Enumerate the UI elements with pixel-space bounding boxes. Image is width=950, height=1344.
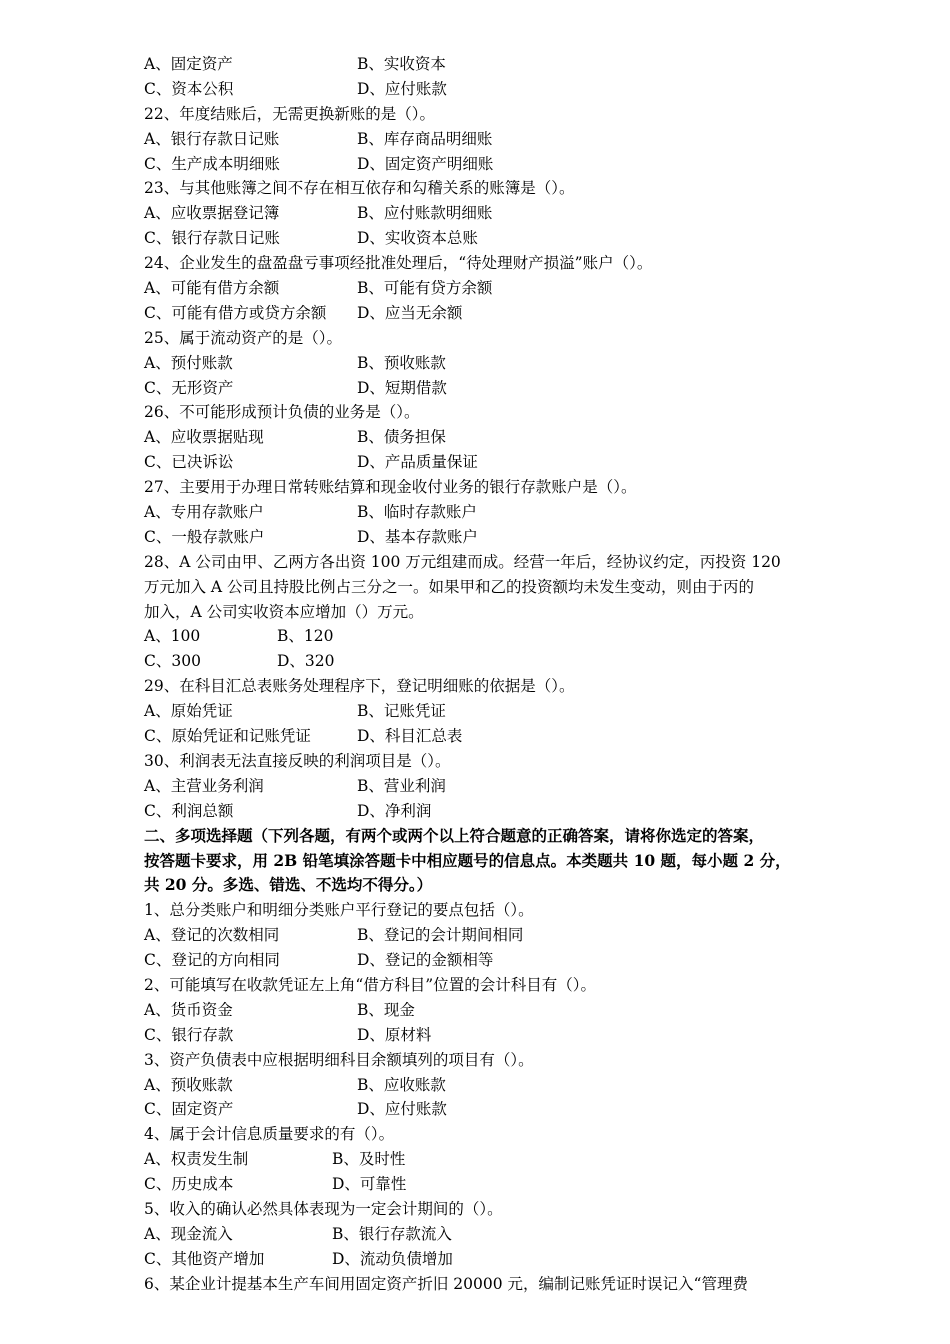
option-text: C、生产成本明细账 [144,154,280,173]
option-text: B、预收账款 [357,353,446,372]
question-line [144,176,824,201]
options-row [144,724,824,749]
question-line [144,1122,824,1147]
option-text: C、原始凭证和记账凭证 [144,727,311,746]
option-text: D、净利润 [357,801,432,820]
option-text: B、应收账款 [357,1075,446,1094]
option-text: D、产品质量保证 [357,453,478,472]
options-row [144,276,824,301]
options-row [144,948,824,973]
option-text: D、流动负债增加 [332,1249,453,1268]
option-text: B、债务担保 [357,428,446,447]
question-text: 1、总分类账户和明细分类账户平行登记的要点包括（）。 [144,901,534,920]
option-text: D、320 [277,652,335,671]
section-heading-line [144,824,824,849]
question-line [144,251,824,276]
options-row [144,376,824,401]
section-heading-line [144,873,824,898]
option-text: D、可靠性 [332,1175,407,1194]
question-line [144,1272,824,1297]
question-text: 加入，A 公司实收资本应增加（）万元。 [144,602,424,621]
option-text: C、无形资产 [144,378,234,397]
option-text: A、主营业务利润 [144,776,264,795]
option-text: B、应付账款明细账 [357,204,493,223]
options-row [144,525,824,550]
question-line [144,475,824,500]
options-row [144,201,824,226]
question-line [144,749,824,774]
question-text: 万元加入 A 公司且持股比例占三分之一。如果甲和乙的投资额均未发生变动，则由于丙的 [144,577,755,596]
section-heading-text: 共 20 分。多选、错选、不选均不得分。） [144,875,433,895]
option-text: D、科目汇总表 [357,727,463,746]
question-line [144,1048,824,1073]
question-line [144,898,824,923]
option-text: A、货币资金 [144,1000,233,1019]
option-text: D、应付账款 [357,79,447,98]
option-text: B、实收资本 [357,55,446,73]
question-text: 24、企业发生的盘盈盘亏事项经批准处理后，“待处理财产损溢”账户（）。 [144,254,653,273]
option-text: B、营业利润 [357,776,446,795]
option-text: C、资本公积 [144,79,234,98]
question-text: 25、属于流动资产的是（）。 [144,328,342,347]
option-text: A、预付账款 [144,353,233,372]
options-row [144,1073,824,1098]
option-text: A、专用存款账户 [144,503,264,522]
options-row [144,52,824,77]
question-line [144,600,824,625]
question-line [144,400,824,425]
option-text: A、预收账款 [144,1075,233,1094]
question-line [144,102,824,127]
options-row [144,351,824,376]
options-row [144,1222,824,1247]
options-row [144,1023,824,1048]
options-row [144,1172,824,1197]
option-text: B、现金 [357,1000,415,1019]
option-text: A、现金流入 [144,1224,233,1243]
question-text: 5、收入的确认必然具体表现为一定会计期间的（）。 [144,1199,503,1218]
option-text: A、固定资产 [144,55,233,73]
question-text: 26、不可能形成预计负债的业务是（）。 [144,403,420,422]
question-text: 6、某企业计提基本生产车间用固定资产折旧 20000 元，编制记账凭证时误记入“管理费 [144,1274,748,1293]
option-text: D、原材料 [357,1025,432,1044]
question-text: 29、在科目汇总表账务处理程序下，登记明细账的依据是（）。 [144,677,575,696]
options-row [144,77,824,102]
option-text: B、及时性 [332,1150,406,1169]
option-text: A、应收票据贴现 [144,428,264,447]
option-text: C、历史成本 [144,1175,234,1194]
options-row [144,998,824,1023]
option-text: B、临时存款账户 [357,503,477,522]
options-row [144,1247,824,1272]
option-text: B、登记的会计期间相同 [357,926,524,945]
options-row [144,425,824,450]
option-text: C、登记的方向相同 [144,951,280,970]
options-row [144,624,824,649]
options-row [144,500,824,525]
options-row [144,301,824,326]
options-row [144,1097,824,1122]
question-text: 28、A 公司由甲、乙两方各出资 100 万元组建而成。经营一年后，经协议约定，丙投资 120 [144,552,781,571]
question-text: 2、可能填写在收款凭证左上角“借方科目”位置的会计科目有（）。 [144,975,596,994]
option-text: A、权责发生制 [144,1150,249,1169]
option-text: D、登记的金额相等 [357,951,494,970]
section-heading-text: 二、多项选择题（下列各题，有两个或两个以上符合题意的正确答案，请将你选定的答案， [144,825,765,845]
option-text: C、银行存款 [144,1025,234,1044]
question-text: 3、资产负债表中应根据明细科目余额填列的项目有（）。 [144,1050,534,1069]
option-text: D、应当无余额 [357,303,463,322]
option-text: C、其他资产增加 [144,1249,265,1268]
question-line [144,575,824,600]
options-row [144,152,824,177]
option-text: D、固定资产明细账 [357,154,494,173]
option-text: C、一般存款账户 [144,527,265,546]
question-text: 27、主要用于办理日常转账结算和现金收付业务的银行存款账户是（）。 [144,478,637,497]
option-text: C、已决诉讼 [144,453,234,472]
option-text: B、银行存款流入 [332,1224,452,1243]
option-text: A、登记的次数相同 [144,926,280,945]
exam-document [144,52,824,1297]
option-text: C、银行存款日记账 [144,229,280,248]
option-text: D、基本存款账户 [357,527,478,546]
options-row [144,127,824,152]
options-row [144,799,824,824]
option-text: C、利润总额 [144,801,234,820]
question-line [144,326,824,351]
option-text: D、应付账款 [357,1100,447,1119]
option-text: C、固定资产 [144,1100,234,1119]
options-row [144,923,824,948]
question-line [144,973,824,998]
options-row [144,450,824,475]
option-text: A、原始凭证 [144,702,233,721]
option-text: D、短期借款 [357,378,447,397]
option-text: A、100 [144,627,201,646]
option-text: B、可能有贷方余额 [357,279,493,298]
option-text: C、300 [144,652,201,671]
options-row [144,774,824,799]
option-text: A、应收票据登记簿 [144,204,280,223]
question-text: 23、与其他账簿之间不存在相互依存和勾稽关系的账簿是（）。 [144,179,575,198]
option-text: B、库存商品明细账 [357,129,493,148]
option-text: A、可能有借方余额 [144,279,280,298]
question-text: 4、属于会计信息质量要求的有（）。 [144,1125,395,1144]
options-row [144,649,824,674]
option-text: B、120 [277,627,334,646]
question-text: 22、年度结账后，无需更换新账的是（）。 [144,104,435,123]
question-text: 30、利润表无法直接反映的利润项目是（）。 [144,751,451,770]
options-row [144,1147,824,1172]
options-row [144,699,824,724]
section-heading-text: 按答题卡要求，用 2B 铅笔填涂答题卡中相应题号的信息点。本类题共 10 题，每小题 2 分， [144,850,791,870]
question-line [144,550,824,575]
option-text: C、可能有借方或贷方余额 [144,303,327,322]
question-line [144,674,824,699]
option-text: B、记账凭证 [357,702,446,721]
options-row [144,226,824,251]
section-heading-line [144,849,824,874]
question-line [144,1197,824,1222]
option-text: D、实收资本总账 [357,229,478,248]
option-text: A、银行存款日记账 [144,129,280,148]
